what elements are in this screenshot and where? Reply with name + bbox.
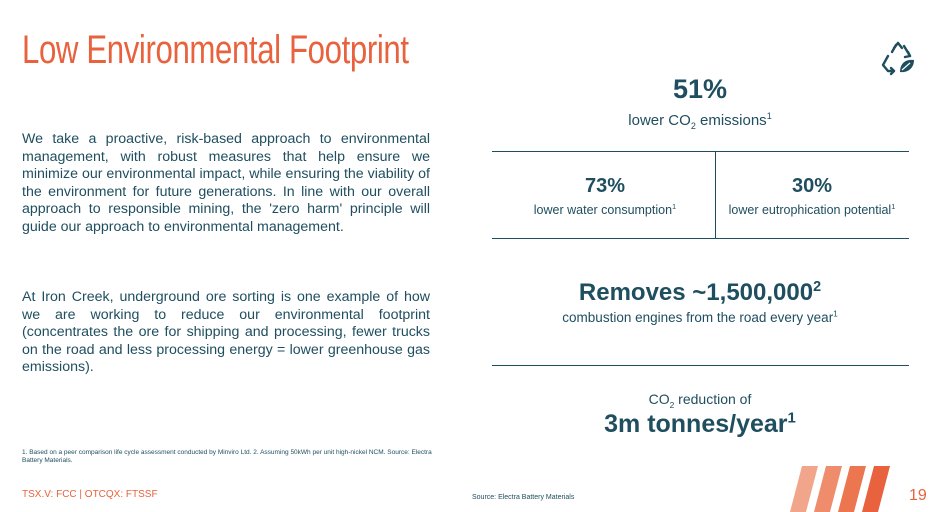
divider-top xyxy=(492,151,909,152)
engines-removed-value: Removes ~1,500,000$^2$ xyxy=(578,279,822,306)
recycle-leaf-icon xyxy=(880,40,916,76)
divider-middle xyxy=(492,238,909,239)
co2-stat-label: lower $CO_2$ emissions$^1$ xyxy=(628,111,772,131)
eutrophication-stat-value: 30% xyxy=(791,175,833,197)
divider-bottom xyxy=(492,365,909,366)
source-note: Source: Electra Battery Materials xyxy=(472,494,575,501)
iron-creek-paragraph: At Iron Creek, underground ore sorting is one example of how we are working to reduce our environmental footprint (concentrates the ore for shipping and processing, fewer trucks on the road and less processing energy = lower greenhouse gas emissions). xyxy=(22,289,430,375)
page-title: Low Environmental Footprint xyxy=(22,28,409,72)
ticker-symbols: TSX.V: FCC | OTCQX: FTSSF xyxy=(22,489,158,500)
eutrophication-stat-label: lower eutrophication potential$^1$ xyxy=(728,201,896,217)
co2-reduction-label: $CO_2$ reduction of xyxy=(648,391,752,410)
co2-reduction-value: 3m tonnes/year$^1$ xyxy=(604,409,796,438)
page-number: 19 xyxy=(909,487,927,504)
intro-paragraph: We take a proactive, risk-based approach to environmental management, with robust measures that help ensure we minimize our environmental impact, while ensuring the viability of the environment for future generations. In line with our overall approach to responsible mining, the 'zero harm' principle will guide our approach to environmental management. xyxy=(22,131,430,235)
co2-stat-value: 51% xyxy=(672,74,728,104)
engines-removed-label: combustion engines from the road every year$^1$ xyxy=(562,309,838,325)
water-stat-value: 73% xyxy=(584,175,626,197)
brand-stripes-icon xyxy=(788,466,908,512)
footnote: 1. Based on a peer comparison life cycle assessment conducted by Minviro Ltd. 2. Assuming 50kWh per unit high-nickel NCM. Source: Electra Battery Materials. xyxy=(22,449,432,464)
water-stat-label: lower water consumption$^1$ xyxy=(533,201,677,217)
